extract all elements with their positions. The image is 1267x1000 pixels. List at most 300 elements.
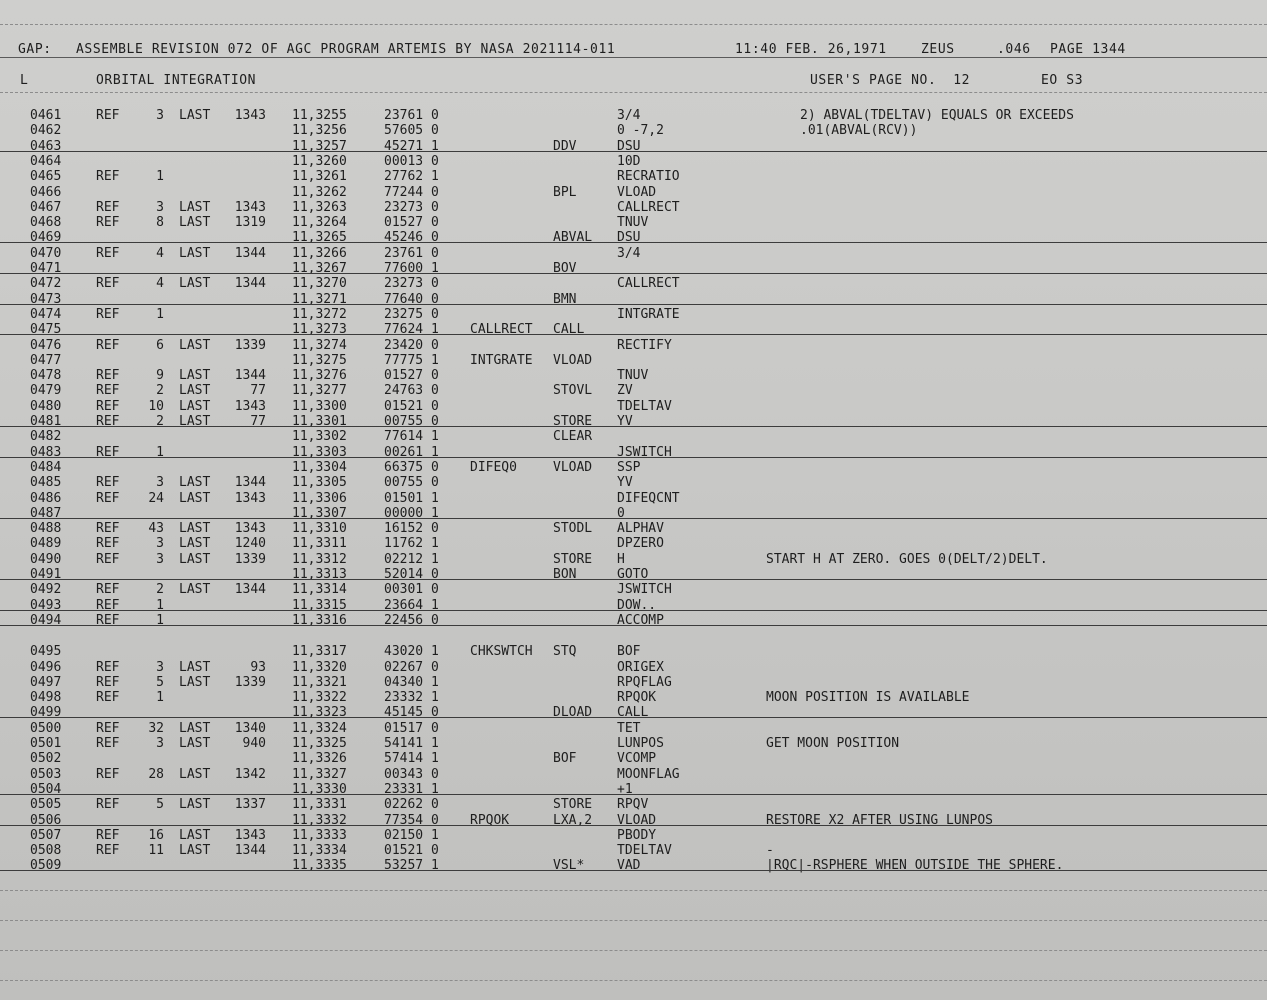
symbol-label: CALLRECT xyxy=(470,322,533,338)
line-number: 0462 xyxy=(30,123,62,139)
listing-row xyxy=(0,123,1267,138)
opcode: STOVL xyxy=(553,383,593,399)
row-separator xyxy=(0,304,1267,305)
opcode: STORE xyxy=(553,797,593,813)
ref-label: REF xyxy=(96,245,120,261)
address: 11,3266 xyxy=(292,245,347,261)
last-page: 1339 xyxy=(234,337,266,353)
address: 11,3304 xyxy=(292,459,347,475)
last-page: 1319 xyxy=(234,215,266,231)
octal-word: 23273 0 xyxy=(384,276,439,292)
operand: GOTO xyxy=(617,567,649,582)
address: 11,3321 xyxy=(292,674,347,690)
run-code: .046 xyxy=(997,42,1031,57)
operand: SSP xyxy=(617,459,641,475)
line-number: 0506 xyxy=(30,812,62,828)
opcode: BMN xyxy=(553,291,577,307)
address: 11,3315 xyxy=(292,597,347,613)
last-page: 1343 xyxy=(234,490,266,506)
operand: JSWITCH xyxy=(617,582,672,598)
last-page: 1344 xyxy=(234,368,266,384)
ref-label: REF xyxy=(96,690,120,706)
row-separator xyxy=(0,579,1267,580)
ref-label: REF xyxy=(96,444,120,460)
operand: PBODY xyxy=(617,827,657,843)
comment: |RQC|-RSPHERE WHEN OUTSIDE THE SPHERE. xyxy=(766,858,1064,874)
operand: ALPHAV xyxy=(617,521,664,537)
comment: - xyxy=(766,843,774,859)
address: 11,3332 xyxy=(292,812,347,828)
line-number: 0500 xyxy=(30,720,62,736)
listing-row xyxy=(0,536,1267,551)
line-number: 0475 xyxy=(30,322,62,338)
footer-rule-3 xyxy=(0,950,1267,951)
operand: DSU xyxy=(617,138,641,154)
last-label: LAST xyxy=(179,536,211,552)
line-number: 0487 xyxy=(30,505,62,521)
opcode: CLEAR xyxy=(553,429,593,445)
ref-label: REF xyxy=(96,797,120,813)
listing-row xyxy=(0,338,1267,353)
row-separator xyxy=(0,518,1267,519)
page-number: PAGE 1344 xyxy=(1050,42,1126,57)
last-label: LAST xyxy=(179,521,211,537)
listing-subheader xyxy=(0,73,1267,89)
operand: H xyxy=(617,551,625,567)
last-label: LAST xyxy=(179,490,211,506)
line-number: 0464 xyxy=(30,153,62,169)
line-number: 0504 xyxy=(30,781,62,797)
operand: CALLRECT xyxy=(617,199,680,215)
row-separator xyxy=(0,273,1267,274)
ref-count: 3 xyxy=(156,659,164,675)
row-separator xyxy=(0,610,1267,611)
row-separator xyxy=(0,825,1267,826)
listing-row xyxy=(0,108,1267,123)
address: 11,3305 xyxy=(292,475,347,491)
line-number: 0508 xyxy=(30,843,62,859)
ref-label: REF xyxy=(96,368,120,384)
line-number: 0482 xyxy=(30,429,62,445)
listing-row xyxy=(0,185,1267,200)
line-number: 0477 xyxy=(30,352,62,368)
row-separator xyxy=(0,242,1267,243)
comment-continued: 2) ABVAL(TDELTAV) EQUALS OR EXCEEDS xyxy=(800,108,1074,123)
octal-word: 57605 0 xyxy=(384,123,439,139)
octal-word: 27762 1 xyxy=(384,169,439,185)
operand: VLOAD xyxy=(617,812,657,828)
line-number: 0492 xyxy=(30,582,62,598)
listing-row xyxy=(0,644,1267,659)
last-label: LAST xyxy=(179,582,211,598)
line-number: 0480 xyxy=(30,398,62,414)
row-separator xyxy=(0,457,1267,458)
address: 11,3327 xyxy=(292,766,347,782)
footer-rule-4 xyxy=(0,980,1267,981)
opcode: ABVAL xyxy=(553,230,593,246)
ref-count: 2 xyxy=(156,414,164,429)
octal-word: 02150 1 xyxy=(384,827,439,843)
ref-count: 43 xyxy=(148,521,164,537)
address: 11,3335 xyxy=(292,858,347,874)
ref-label: REF xyxy=(96,720,120,736)
ref-count: 8 xyxy=(156,215,164,231)
header-rule xyxy=(0,57,1267,58)
eo-code: EO S3 xyxy=(1041,73,1084,88)
listing-row xyxy=(0,383,1267,398)
octal-word: 02267 0 xyxy=(384,659,439,675)
operand: CALLRECT xyxy=(617,276,680,292)
line-number: 0486 xyxy=(30,490,62,506)
line-number: 0501 xyxy=(30,736,62,751)
last-page: 77 xyxy=(250,383,266,399)
line-number: 0502 xyxy=(30,751,62,767)
ref-label: REF xyxy=(96,843,120,859)
address: 11,3314 xyxy=(292,582,347,598)
address: 11,3270 xyxy=(292,276,347,292)
operand: BOF xyxy=(617,644,641,660)
listing-row xyxy=(0,215,1267,230)
octal-word: 66375 0 xyxy=(384,459,439,475)
opcode: VLOAD xyxy=(553,352,593,368)
address: 11,3334 xyxy=(292,843,347,859)
row-separator xyxy=(0,151,1267,152)
octal-word: 00755 0 xyxy=(384,414,439,429)
operand: TDELTAV xyxy=(617,843,672,859)
ref-label: REF xyxy=(96,674,120,690)
listing-row xyxy=(0,843,1267,858)
last-page: 1343 xyxy=(234,199,266,215)
line-number: 0507 xyxy=(30,827,62,843)
line-number: 0484 xyxy=(30,459,62,475)
octal-word: 01527 0 xyxy=(384,215,439,231)
listing-row xyxy=(0,736,1267,751)
listing-row xyxy=(0,154,1267,169)
ref-count: 5 xyxy=(156,797,164,813)
symbol-label: CHKSWTCH xyxy=(470,644,533,660)
line-number: 0485 xyxy=(30,475,62,491)
address: 11,3324 xyxy=(292,720,347,736)
address: 11,3276 xyxy=(292,368,347,384)
gap-label: GAP: xyxy=(18,42,52,57)
octal-word: 23331 1 xyxy=(384,781,439,797)
symbol-label: RPQOK xyxy=(470,812,510,828)
footer-rule-1 xyxy=(0,890,1267,891)
line-number: 0470 xyxy=(30,245,62,261)
row-separator xyxy=(0,625,1267,626)
operand: DPZERO xyxy=(617,536,664,552)
ref-label: REF xyxy=(96,337,120,353)
perforation-rule xyxy=(0,24,1267,25)
print-time-date: 11:40 FEB. 26,1971 xyxy=(735,42,887,57)
address: 11,3312 xyxy=(292,551,347,567)
octal-word: 01527 0 xyxy=(384,368,439,384)
operand: VAD xyxy=(617,858,641,874)
operand: YV xyxy=(617,414,633,429)
operand: DOW.. xyxy=(617,597,657,613)
system-name: ZEUS xyxy=(921,42,955,57)
last-page: 1344 xyxy=(234,843,266,859)
operand: TNUV xyxy=(617,368,649,384)
ref-count: 28 xyxy=(148,766,164,782)
address: 11,3257 xyxy=(292,138,347,154)
ref-label: REF xyxy=(96,551,120,567)
address: 11,3267 xyxy=(292,261,347,276)
users-page-number: USER'S PAGE NO. 12 xyxy=(810,73,971,88)
ref-count: 11 xyxy=(148,843,164,859)
row-separator xyxy=(0,794,1267,795)
ref-label: REF xyxy=(96,597,120,613)
octal-word: 54141 1 xyxy=(384,736,439,751)
octal-word: 77614 1 xyxy=(384,429,439,445)
octal-word: 04340 1 xyxy=(384,674,439,690)
last-label: LAST xyxy=(179,659,211,675)
listing-row xyxy=(0,399,1267,414)
row-separator xyxy=(0,426,1267,427)
operand: RPQV xyxy=(617,797,649,813)
last-label: LAST xyxy=(179,276,211,292)
line-number: 0474 xyxy=(30,306,62,322)
opcode: DLOAD xyxy=(553,705,593,721)
address: 11,3325 xyxy=(292,736,347,751)
last-page: 1344 xyxy=(234,276,266,292)
ref-count: 24 xyxy=(148,490,164,506)
listing-row xyxy=(0,660,1267,675)
last-label: LAST xyxy=(179,551,211,567)
last-label: LAST xyxy=(179,720,211,736)
row-separator xyxy=(0,870,1267,871)
last-page: 1240 xyxy=(234,536,266,552)
listing-header xyxy=(0,42,1267,58)
ref-label: REF xyxy=(96,215,120,231)
last-page: 77 xyxy=(250,414,266,429)
listing-row xyxy=(0,276,1267,291)
operand: +1 xyxy=(617,781,633,797)
listing-row xyxy=(0,582,1267,597)
octal-word: 77600 1 xyxy=(384,261,439,276)
octal-word: 00301 0 xyxy=(384,582,439,598)
address: 11,3302 xyxy=(292,429,347,445)
ref-label: REF xyxy=(96,659,120,675)
octal-word: 23420 0 xyxy=(384,337,439,353)
ref-count: 4 xyxy=(156,276,164,292)
ref-count: 3 xyxy=(156,551,164,567)
address: 11,3261 xyxy=(292,169,347,185)
ref-label: REF xyxy=(96,536,120,552)
line-number: 0488 xyxy=(30,521,62,537)
last-page: 940 xyxy=(242,736,266,751)
ref-count: 16 xyxy=(148,827,164,843)
opcode: STORE xyxy=(553,551,593,567)
operand: ORIGEX xyxy=(617,659,664,675)
last-page: 1342 xyxy=(234,766,266,782)
last-label: LAST xyxy=(179,475,211,491)
listing-row xyxy=(0,491,1267,506)
line-number: 0497 xyxy=(30,674,62,690)
address: 11,3323 xyxy=(292,705,347,721)
operand: TDELTAV xyxy=(617,398,672,414)
address: 11,3330 xyxy=(292,781,347,797)
opcode: VLOAD xyxy=(553,459,593,475)
octal-word: 77624 1 xyxy=(384,322,439,338)
address: 11,3311 xyxy=(292,536,347,552)
line-number: 0468 xyxy=(30,215,62,231)
address: 11,3306 xyxy=(292,490,347,506)
opcode: BOV xyxy=(553,261,577,276)
ref-count: 1 xyxy=(156,597,164,613)
listing-row xyxy=(0,429,1267,444)
octal-word: 52014 0 xyxy=(384,567,439,582)
address: 11,3273 xyxy=(292,322,347,338)
octal-word: 02212 1 xyxy=(384,551,439,567)
line-number: 0509 xyxy=(30,858,62,874)
octal-word: 77640 0 xyxy=(384,291,439,307)
octal-word: 00013 0 xyxy=(384,153,439,169)
ref-count: 1 xyxy=(156,169,164,185)
line-number: 0466 xyxy=(30,184,62,200)
ref-count: 3 xyxy=(156,475,164,491)
address: 11,3310 xyxy=(292,521,347,537)
ref-count: 1 xyxy=(156,306,164,322)
listing-row xyxy=(0,475,1267,490)
listing-row xyxy=(0,767,1267,782)
line-number: 0496 xyxy=(30,659,62,675)
line-number: 0471 xyxy=(30,261,62,276)
operand: JSWITCH xyxy=(617,444,672,460)
last-page: 93 xyxy=(250,659,266,675)
comment: MOON POSITION IS AVAILABLE xyxy=(766,690,970,706)
symbol-label: DIFEQ0 xyxy=(470,459,517,475)
listing-row xyxy=(0,200,1267,215)
octal-word: 11762 1 xyxy=(384,536,439,552)
last-label: LAST xyxy=(179,797,211,813)
line-number: 0491 xyxy=(30,567,62,582)
line-number: 0465 xyxy=(30,169,62,185)
ref-label: REF xyxy=(96,398,120,414)
subheader-rule xyxy=(0,92,1267,93)
address: 11,3320 xyxy=(292,659,347,675)
line-number: 0494 xyxy=(30,612,62,628)
octal-word: 01517 0 xyxy=(384,720,439,736)
comment: GET MOON POSITION xyxy=(766,736,900,751)
address: 11,3255 xyxy=(292,108,347,123)
line-number: 0478 xyxy=(30,368,62,384)
address: 11,3333 xyxy=(292,827,347,843)
operand: MOONFLAG xyxy=(617,766,680,782)
last-page: 1343 xyxy=(234,398,266,414)
ref-label: REF xyxy=(96,169,120,185)
listing-row xyxy=(0,751,1267,766)
operand: 10D xyxy=(617,153,641,169)
ref-label: REF xyxy=(96,276,120,292)
listing-row xyxy=(0,721,1267,736)
footer-rule-2 xyxy=(0,920,1267,921)
operand: CALL xyxy=(617,705,649,721)
octal-word: 00755 0 xyxy=(384,475,439,491)
address: 11,3331 xyxy=(292,797,347,813)
address: 11,3313 xyxy=(292,567,347,582)
row-separator xyxy=(0,334,1267,335)
octal-word: 23273 0 xyxy=(384,199,439,215)
last-label: LAST xyxy=(179,736,211,751)
last-page: 1339 xyxy=(234,551,266,567)
address: 11,3300 xyxy=(292,398,347,414)
octal-word: 23332 1 xyxy=(384,690,439,706)
address: 11,3263 xyxy=(292,199,347,215)
ref-label: REF xyxy=(96,414,120,429)
ref-count: 32 xyxy=(148,720,164,736)
listing-row xyxy=(0,353,1267,368)
address: 11,3271 xyxy=(292,291,347,307)
listing-row xyxy=(0,368,1267,383)
line-number: 0472 xyxy=(30,276,62,292)
last-page: 1343 xyxy=(234,521,266,537)
ref-label: REF xyxy=(96,521,120,537)
comment: START H AT ZERO. GOES 0(DELT/2)DELT. xyxy=(766,551,1048,567)
last-label: LAST xyxy=(179,827,211,843)
line-number: 0461 xyxy=(30,108,62,123)
listing-mark: L xyxy=(20,73,29,88)
address: 11,3317 xyxy=(292,644,347,660)
address: 11,3264 xyxy=(292,215,347,231)
last-page: 1339 xyxy=(234,674,266,690)
octal-word: 22456 0 xyxy=(384,612,439,628)
octal-word: 57414 1 xyxy=(384,751,439,767)
ref-count: 6 xyxy=(156,337,164,353)
opcode: DDV xyxy=(553,138,577,154)
ref-label: REF xyxy=(96,582,120,598)
opcode: STQ xyxy=(553,644,577,660)
operand: RPQFLAG xyxy=(617,674,672,690)
opcode: STORE xyxy=(553,414,593,429)
address: 11,3262 xyxy=(292,184,347,200)
ref-count: 3 xyxy=(156,108,164,123)
octal-word: 77775 1 xyxy=(384,352,439,368)
octal-word: 01521 0 xyxy=(384,398,439,414)
ref-label: REF xyxy=(96,475,120,491)
last-label: LAST xyxy=(179,674,211,690)
octal-word: 43020 1 xyxy=(384,644,439,660)
opcode: CALL xyxy=(553,322,585,338)
listing-row xyxy=(0,521,1267,536)
ref-count: 3 xyxy=(156,736,164,751)
ref-label: REF xyxy=(96,199,120,215)
ref-count: 3 xyxy=(156,536,164,552)
address: 11,3316 xyxy=(292,612,347,628)
operand: YV xyxy=(617,475,633,491)
last-label: LAST xyxy=(179,383,211,399)
ref-count: 5 xyxy=(156,674,164,690)
octal-word: 02262 0 xyxy=(384,797,439,813)
octal-word: 00000 1 xyxy=(384,505,439,521)
line-number: 0467 xyxy=(30,199,62,215)
octal-word: 45145 0 xyxy=(384,705,439,721)
ref-count: 10 xyxy=(148,398,164,414)
address: 11,3301 xyxy=(292,414,347,429)
address: 11,3260 xyxy=(292,153,347,169)
listing-row xyxy=(0,828,1267,843)
ref-count: 2 xyxy=(156,383,164,399)
address: 11,3326 xyxy=(292,751,347,767)
operand: ACCOMP xyxy=(617,612,664,628)
last-label: LAST xyxy=(179,199,211,215)
operand: 3/4 xyxy=(617,245,641,261)
opcode: BOF xyxy=(553,751,577,767)
octal-word: 23761 0 xyxy=(384,245,439,261)
octal-word: 53257 1 xyxy=(384,858,439,874)
operand: RECTIFY xyxy=(617,337,672,353)
ref-label: REF xyxy=(96,766,120,782)
